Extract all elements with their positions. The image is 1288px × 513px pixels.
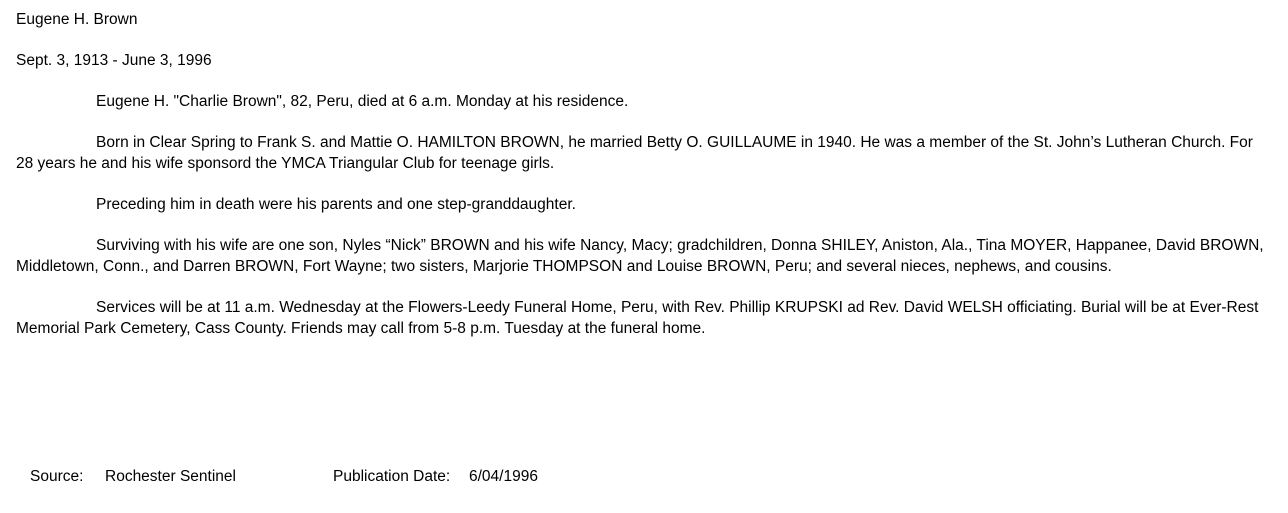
obituary-document [16,9,1274,339]
obituary-name: Eugene H. Brown [16,11,138,28]
spacer [16,277,1274,297]
paragraph-text: Eugene H. "Charlie Brown", 82, Peru, died at 6 a.m. Monday at his residence. [96,93,629,110]
spacer [16,174,1274,194]
source-label: Source: [30,468,84,485]
spacer [16,30,1274,50]
obituary-paragraph-death [16,91,1274,112]
paragraph-text: Surviving with his wife are one son, Nyles “Nick” BROWN and his wife Nancy, Macy; gradchildren, Donna SHILEY, Aniston, Ala., Tina MOYER, Happanee, David BROWN, Middletown, Conn., and Darren BROWN, Fort Wayne; two sisters, Marjorie THOMPSON and Louise BROWN, Peru; and several nieces, nephews, and cousins. [16,237,1264,275]
paragraph-text: Preceding him in death were his parents and one step-granddaughter. [96,196,576,213]
source-footer [30,466,538,487]
spacer [16,215,1274,235]
spacer [16,112,1274,132]
obituary-paragraph-biography [16,132,1274,174]
obituary-paragraph-services [16,297,1274,339]
publication-date-value: 6/04/1996 [469,468,538,485]
paragraph-text: Born in Clear Spring to Frank S. and Mattie O. HAMILTON BROWN, he married Betty O. GUILLAUME in 1940. He was a member of the St. John’s Lutheran Church. For 28 years he and his wife sponsord the YMCA Triangular Club for teenage girls. [16,134,1253,172]
spacer [16,71,1274,91]
obituary-paragraph-survivors [16,235,1274,277]
publication-date-label: Publication Date: [333,468,451,485]
paragraph-text: Services will be at 11 a.m. Wednesday at the Flowers-Leedy Funeral Home, Peru, with Rev. Phillip KRUPSKI ad Rev. David WELSH officiating. Burial will be at Ever-Rest Memorial Park Cemetery, Cass County. Friends may call from 5-8 p.m. Tuesday at the funeral home. [16,299,1259,337]
obituary-paragraph-preceded [16,194,1274,215]
source-value: Rochester Sentinel [105,468,236,485]
life-dates: Sept. 3, 1913 - June 3, 1996 [16,52,212,69]
